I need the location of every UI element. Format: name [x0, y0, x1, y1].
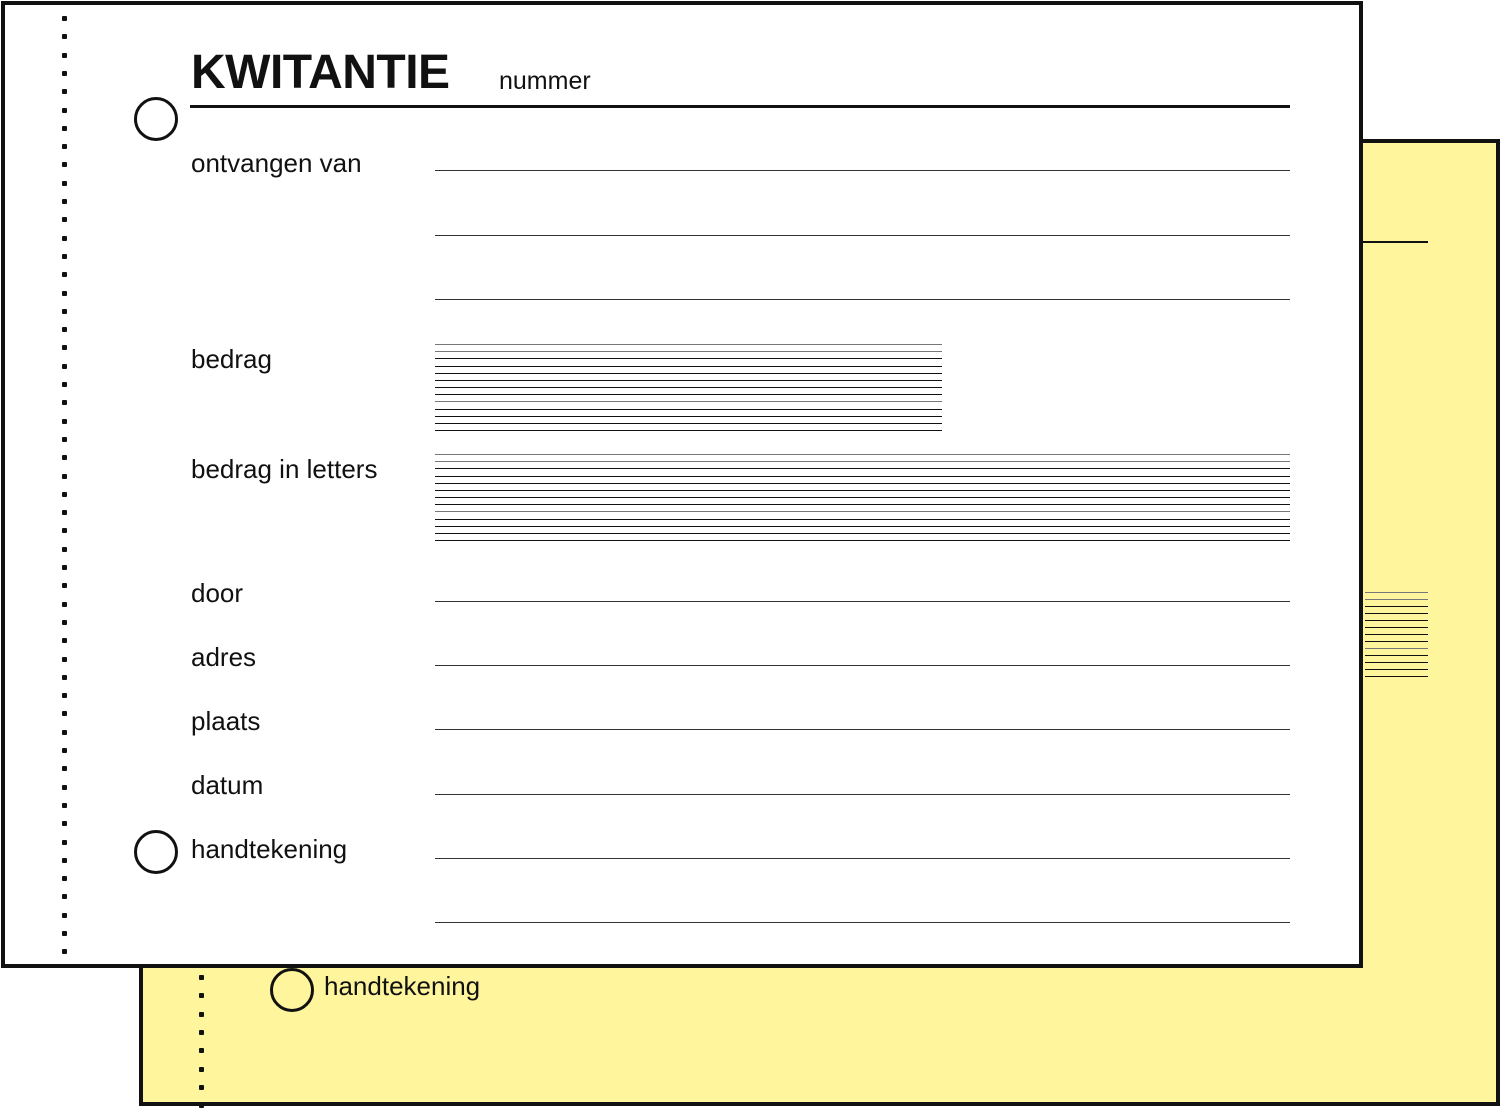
hatch-line — [435, 344, 942, 345]
perforation-dot — [62, 400, 67, 405]
title-rule — [190, 105, 1290, 108]
perforation-dot — [62, 803, 67, 808]
perforation-dot — [199, 1012, 204, 1017]
signature-line-2[interactable] — [435, 922, 1290, 923]
hatch-line — [435, 401, 942, 402]
perforation-dot — [62, 126, 67, 131]
perforation-dot — [62, 748, 67, 753]
hatch-line — [435, 526, 1290, 527]
back-punch-hole-icon — [270, 968, 314, 1012]
back-signature-label: handtekening — [324, 971, 481, 1001]
hatch-line — [435, 409, 942, 410]
perforation-dot — [62, 162, 67, 167]
perforation-dot — [62, 254, 67, 259]
hatch-line — [435, 511, 1290, 512]
hatch-line — [435, 533, 1290, 534]
perforation-dot — [62, 71, 67, 76]
hatch-line — [1365, 613, 1428, 614]
perforation-dot — [62, 876, 67, 881]
perforation-dot — [62, 602, 67, 607]
hatch-line — [435, 373, 942, 374]
amount-field[interactable] — [435, 344, 942, 430]
perforation-dot — [62, 291, 67, 296]
hatch-line — [435, 519, 1290, 520]
hatch-line — [435, 387, 942, 388]
perforation-dot — [62, 199, 67, 204]
hatch-line — [435, 430, 942, 431]
punch-hole-bottom-icon — [134, 830, 178, 874]
hatch-line — [1365, 620, 1428, 621]
perforation-dot — [62, 236, 67, 241]
perforation-dot — [62, 913, 67, 918]
hatch-line — [1365, 662, 1428, 663]
perforation-dot — [62, 711, 67, 716]
signature-label: handtekening — [191, 834, 348, 864]
perforation-dot — [62, 437, 67, 442]
perforation-dot — [62, 931, 67, 936]
perforation-dot — [62, 528, 67, 533]
hatch-line — [435, 454, 1290, 455]
perforation-dot — [62, 217, 67, 222]
punch-hole-top-icon — [134, 97, 178, 141]
hatch-line — [435, 483, 1290, 484]
hatch-line — [435, 351, 942, 352]
date-label: datum — [191, 770, 264, 800]
hatch-line — [435, 461, 1290, 462]
perforation-dot — [62, 89, 67, 94]
perforation-dot — [62, 272, 67, 277]
perforation-dot — [62, 327, 67, 332]
receipt-number-label: nummer — [499, 67, 591, 95]
perforation-dot — [199, 1048, 204, 1053]
perforation-dot — [62, 949, 67, 954]
perforation-dot — [62, 730, 67, 735]
perforation-dot — [62, 16, 67, 21]
hatch-line — [435, 380, 942, 381]
perforation-dot — [62, 821, 67, 826]
perforation-icon — [62, 16, 67, 961]
perforation-dot — [62, 510, 67, 515]
perforation-dot — [62, 858, 67, 863]
perforation-dot — [199, 1085, 204, 1090]
hatch-line — [1365, 641, 1428, 642]
hatch-line — [435, 504, 1290, 505]
amount-in-words-field[interactable] — [435, 454, 1290, 540]
perforation-dot — [62, 657, 67, 662]
hatch-line — [435, 540, 1290, 541]
received-from-line-3[interactable] — [435, 299, 1290, 300]
perforation-dot — [62, 894, 67, 899]
hatch-line — [1365, 634, 1428, 635]
perforation-dot — [62, 364, 67, 369]
address-line[interactable] — [435, 665, 1290, 666]
by-label: door — [191, 578, 244, 608]
receipt-sheet — [1, 1, 1363, 968]
hatch-line — [1365, 669, 1428, 670]
perforation-dot — [62, 181, 67, 186]
perforation-dot — [62, 620, 67, 625]
hatch-line — [1365, 648, 1428, 649]
date-line[interactable] — [435, 794, 1290, 795]
perforation-dot — [62, 419, 67, 424]
perforation-dot — [199, 993, 204, 998]
perforation-dot — [62, 565, 67, 570]
back-title-rule — [1363, 241, 1428, 243]
perforation-dot — [62, 309, 67, 314]
perforation-dot — [199, 1030, 204, 1035]
hatch-line — [435, 490, 1290, 491]
perforation-dot — [62, 693, 67, 698]
hatch-line — [435, 476, 1290, 477]
hatch-line — [435, 423, 942, 424]
received-from-label: ontvangen van — [191, 148, 362, 178]
perforation-dot — [62, 34, 67, 39]
hatch-line — [1365, 655, 1428, 656]
hatch-line — [1365, 676, 1428, 677]
hatch-line — [1365, 599, 1428, 600]
perforation-dot — [62, 345, 67, 350]
hatch-line — [435, 468, 1290, 469]
hatch-line — [1365, 592, 1428, 593]
perforation-dot — [62, 675, 67, 680]
perforation-dot — [62, 455, 67, 460]
place-label: plaats — [191, 706, 261, 736]
back-amount-hatch — [1365, 592, 1428, 676]
hatch-line — [435, 366, 942, 367]
perforation-dot — [199, 975, 204, 980]
perforation-dot — [62, 144, 67, 149]
hatch-line — [435, 394, 942, 395]
received-from-line-2[interactable] — [435, 235, 1290, 236]
hatch-line — [435, 497, 1290, 498]
hatch-line — [435, 358, 942, 359]
place-line[interactable] — [435, 729, 1290, 730]
perforation-dot — [62, 53, 67, 58]
perforation-dot — [62, 474, 67, 479]
perforation-dot — [62, 785, 67, 790]
perforation-dot — [62, 382, 67, 387]
perforation-dot — [62, 766, 67, 771]
receipt-title: KWITANTIE — [191, 46, 450, 99]
perforation-dot — [62, 583, 67, 588]
address-label: adres — [191, 642, 257, 672]
hatch-line — [1365, 606, 1428, 607]
signature-line-1[interactable] — [435, 858, 1290, 859]
perforation-dot — [62, 840, 67, 845]
perforation-dot — [62, 547, 67, 552]
amount-label: bedrag — [191, 344, 272, 374]
amount-in-words-label: bedrag in letters — [191, 454, 378, 484]
hatch-line — [435, 416, 942, 417]
hatch-line — [1365, 627, 1428, 628]
perforation-dot — [62, 638, 67, 643]
perforation-dot — [62, 492, 67, 497]
perforation-dot — [62, 108, 67, 113]
back-perforation-icon — [199, 975, 204, 1105]
by-line[interactable] — [435, 601, 1290, 602]
perforation-dot — [199, 1067, 204, 1072]
received-from-line-1[interactable] — [435, 170, 1290, 171]
